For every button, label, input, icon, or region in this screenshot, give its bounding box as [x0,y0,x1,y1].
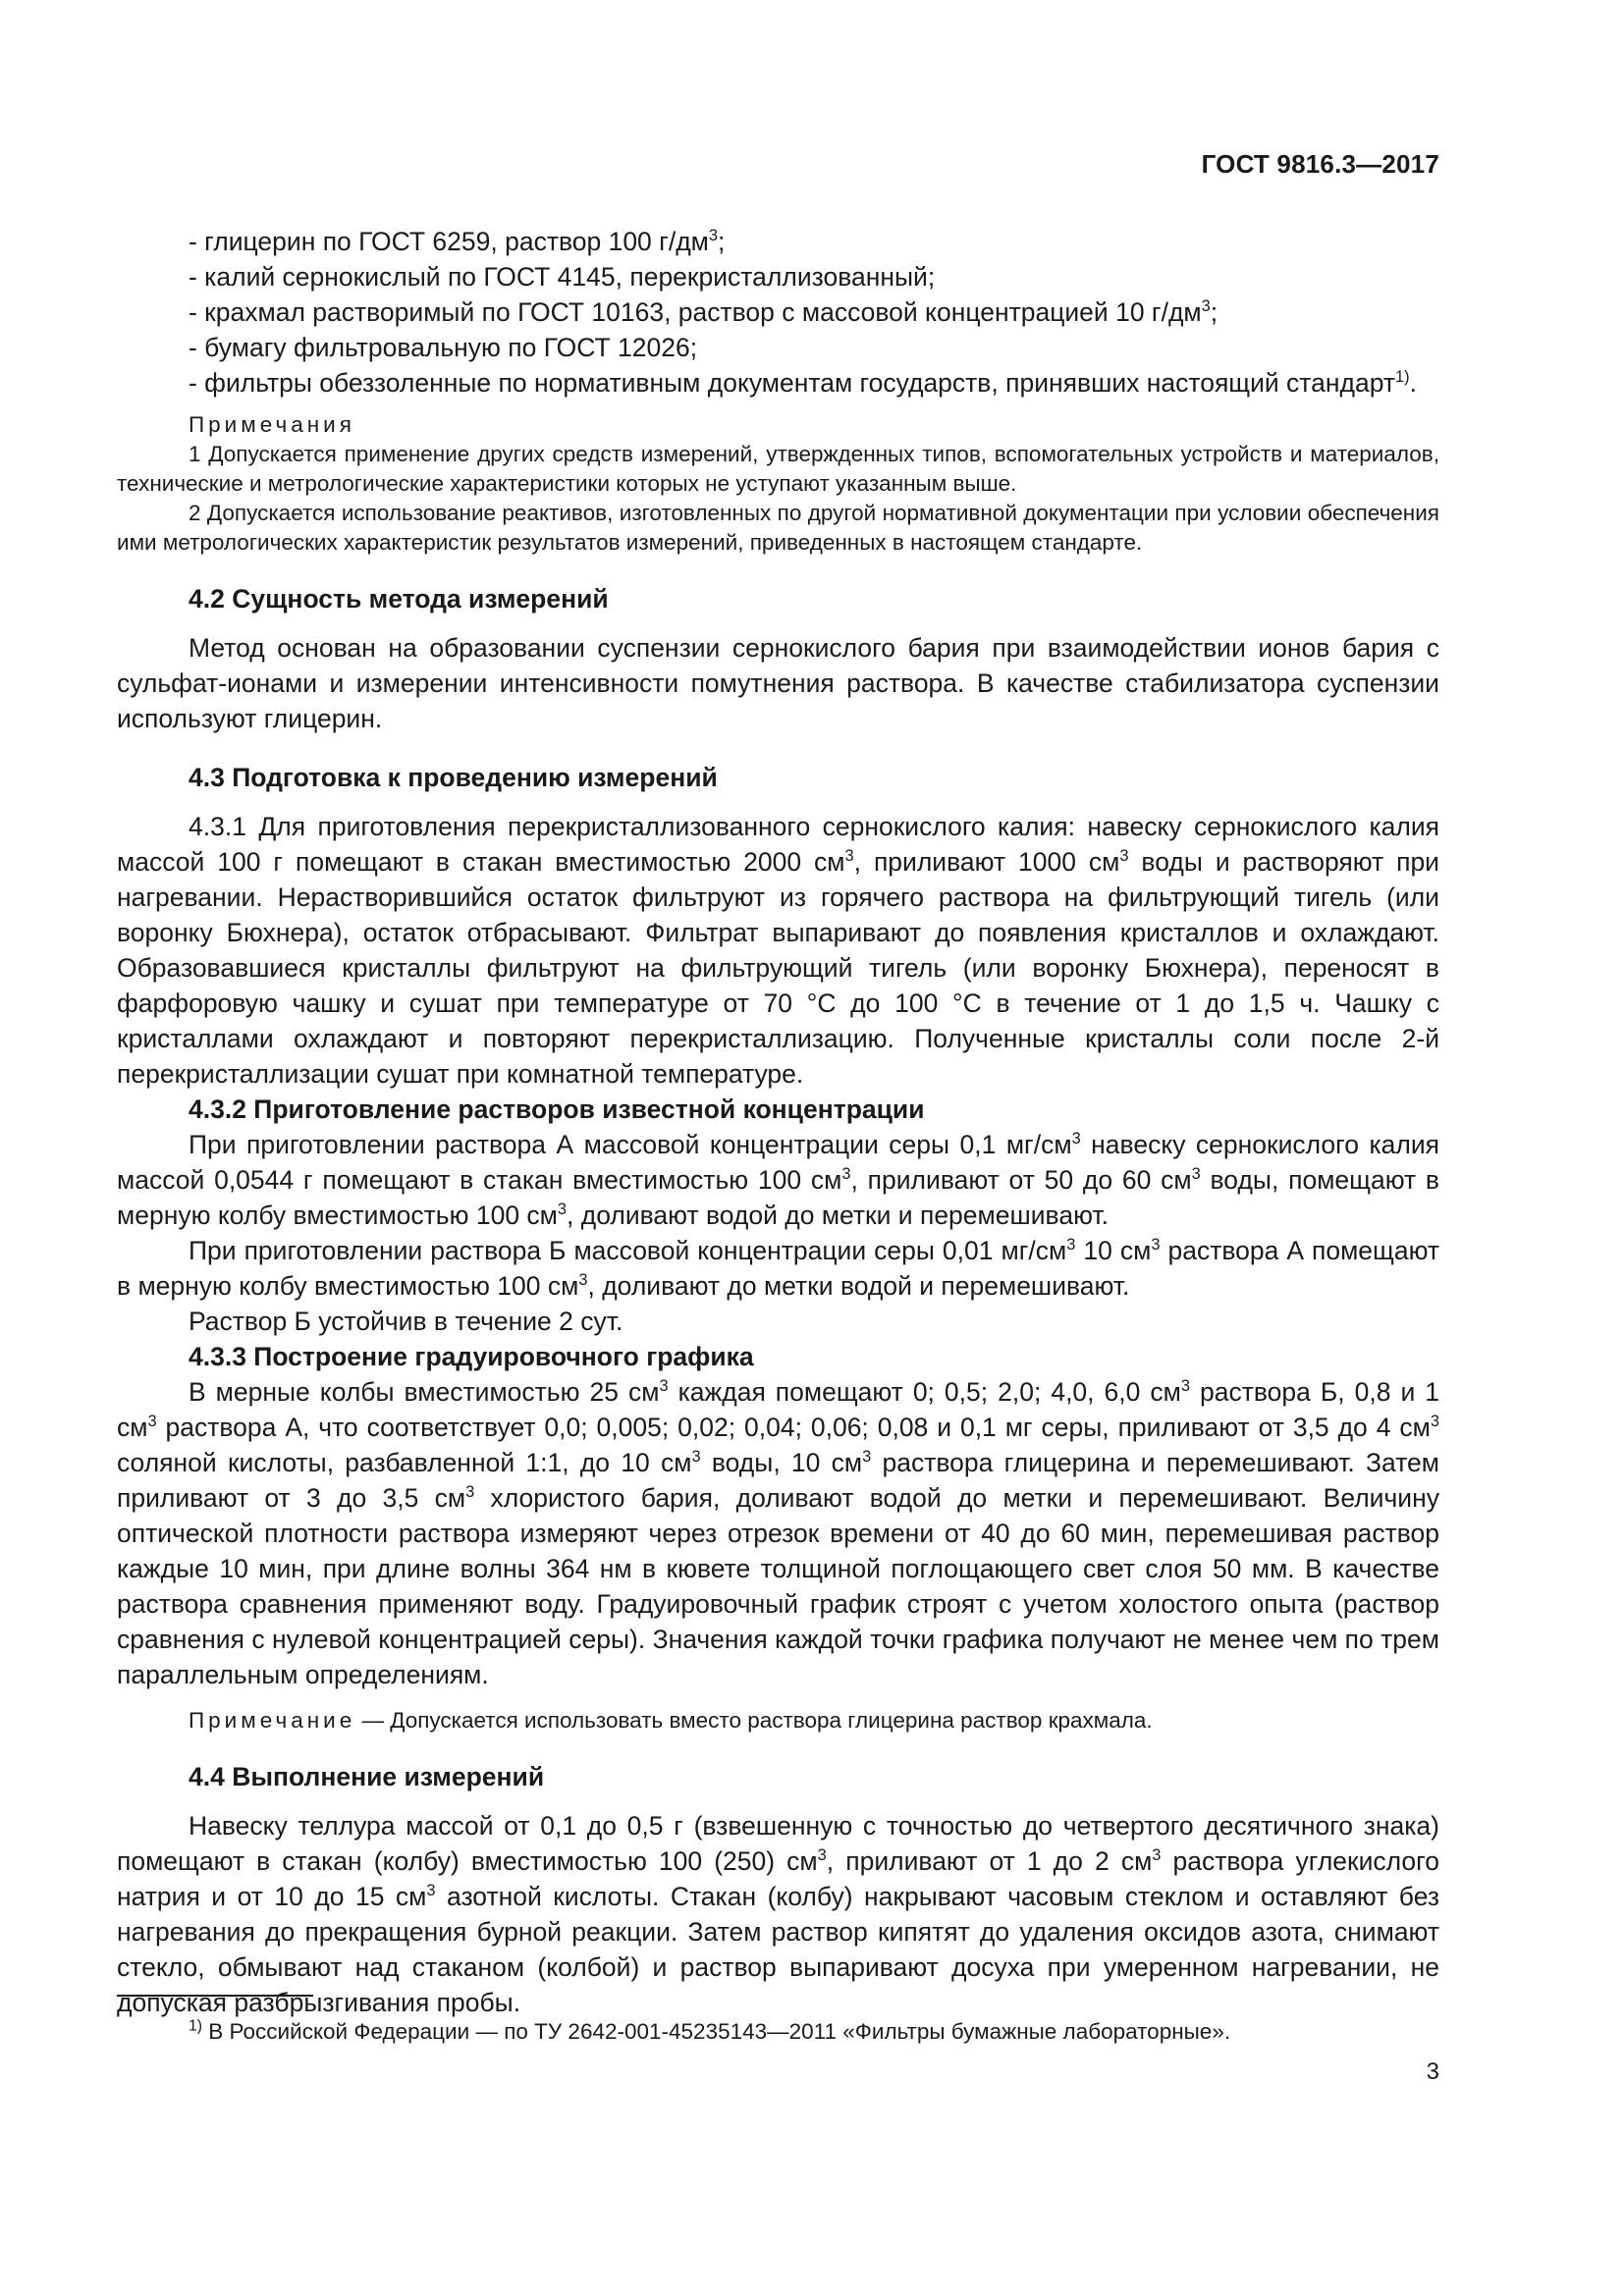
subsection-heading: 4.3.3 Построение градуировочного графика [189,1342,754,1371]
standard-header: ГОСТ 9816.3—2017 [1201,149,1439,179]
footnote: $^{1)}$ В Российской Федерации — по ТУ 2642-001-45235143—2011 «Фильтры бумажные лабораторные». [189,2017,1231,2044]
notes-title: Примечания [189,412,355,437]
paragraph: 4.3.1 Для приготовления перекристаллизованного сернокислого калия: навеску сернокислого калия массой 100 г помещают в стакан вместимостью 2000 $см^3$, приливают 1000 $см^3$ воды и растворяют при нагревании. Нерастворившийся остаток фильтруют из горячего раствора на фильтрующий тигель (или воронку Бюхнера), остаток отбрасывают. Фильтрат выпаривают до появления кристаллов и охлаждают. Образовавшиеся кристаллы фильтруют на фильтрующий тигель (или воронку Бюхнера), переносят в фарфоровую чашку и сушат при температуре от 70 °С до 100 °С в течение от 1 до 1,5 ч. Чашку с кристаллами охлаждают и повторяют перекристаллизацию. Полученные кристаллы соли после 2-й перекристаллизации сушат при комнатной температуре. [117,812,1439,1089]
page-number: 3 [1426,2058,1439,2085]
note-item: 1 Допускается применение других средств измерений, утвержденных типов, вспомогательных устройств и материалов, технические и метрологические характеристики которых не уступают указанным выше. [117,442,1439,496]
list-item: - крахмал растворимый по ГОСТ 10163, раствор с массовой концентрацией 10 $г/дм^3$; [189,297,1218,327]
notes-block [117,410,1439,558]
list-item: - бумагу фильтровальную по ГОСТ 12026; [189,333,698,362]
paragraph: Метод основан на образовании суспензии сернокислого бария при взаимодействии ионов бария с сульфат-ионами и измерении интенсивности помутнения раствора. В качестве стабилизатора суспензии используют глицерин. [117,633,1439,733]
paragraph: Раствор Б устойчив в течение 2 сут. [189,1307,623,1336]
section-heading: 4.2 Сущность метода измерений [189,584,609,614]
section-heading: 4.4 Выполнение измерений [189,1762,545,1791]
list-item: - глицерин по ГОСТ 6259, раствор 100 $г/дм^3$; [189,227,726,256]
paragraph: При приготовлении раствора Б массовой концентрации серы 0,01 $мг/см^3$ 10 $см^3$ раствора А помещают в мерную колбу вместимостью 100 $см^3$, доливают до метки водой и перемешивают. [117,1236,1440,1301]
paragraph: Навеску теллура массой от 0,1 до 0,5 г (взвешенную с точностью до четвертого десятичного знака) помещают в стакан (колбу) вместимостью 100 (250) $см^3$, приливают от 1 до 2 $см^3$ раствора углекислого натрия и от 10 до 15 $см^3$ азотной кислоты. Стакан (колбу) накрывают часовым стеклом и оставляют без нагревания до прекращения бурной реакции. Затем раствор кипятят до удаления оксидов азота, снимают стекло, обмывают над стаканом (колбой) и раствор выпаривают досуха при умеренном нагревании, не допуская разбрызгивания пробы. [117,1811,1439,2017]
list-item: - калий сернокислый по ГОСТ 4145, перекристаллизованный; [189,262,936,292]
paragraph: При приготовлении раствора А массовой концентрации серы 0,1 $мг/см^3$ навеску сернокислого калия массой 0,0544 г помещают в стакан вместимостью 100 $см^3$, приливают от 50 до 60 $см^3$ воды, помещают в мерную колбу вместимостью 100 $см^3$, доливают водой до метки и перемешивают. [117,1130,1439,1230]
note-item: 2 Допускается использование реактивов, изготовленных по другой нормативной документации при условии обеспечения ими метрологических характеристик результатов измерений, приведенных в настоящем стандарте. [117,501,1439,555]
inline-note: Примечание — Допускается использовать вместо раствора глицерина раствор крахмала. [189,1708,1153,1733]
paragraph: В мерные колбы вместимостью 25 $см^3$ каждая помещают 0; 0,5; 2,0; 4,0, 6,0 $см^3$ раствора Б, 0,8 и 1 $см^3$ раствора А, что соответствует 0,0; 0,005; 0,02; 0,04; 0,06; 0,08 и 0,1 мг серы, приливают от 3,5 до 4 $см^3$ соляной кислоты, разбавленной 1:1, до 10 $см^3$ воды, 10 $см^3$ раствора глицерина и перемешивают. Затем приливают от 3 до 3,5 $см^3$ хлористого бария, доливают водой до метки и перемешивают. Величину оптической плотности раствора измеряют через отрезок времени от 40 до 60 мин, перемешивая раствор каждые 10 мин, при длине волны 364 нм в кювете толщиной поглощающего свет слоя 50 мм. В качестве раствора сравнения применяют воду. Градуировочный график строят с учетом холостого опыта (раствор сравнения с нулевой концентрацией серы). Значения каждой точки графика получают не менее чем по трем параллельным определениям. [117,1377,1440,1689]
subsection-heading: 4.3.2 Приготовление растворов известной концентрации [189,1095,925,1124]
section-heading: 4.3 Подготовка к проведению измерений [189,763,718,792]
list-item: - фильтры обеззоленные по нормативным документам государств, принявших настоящий стандарт$^{1)}$. [189,368,1417,398]
page-content [117,224,1439,2020]
footnote-divider [117,1995,313,1997]
